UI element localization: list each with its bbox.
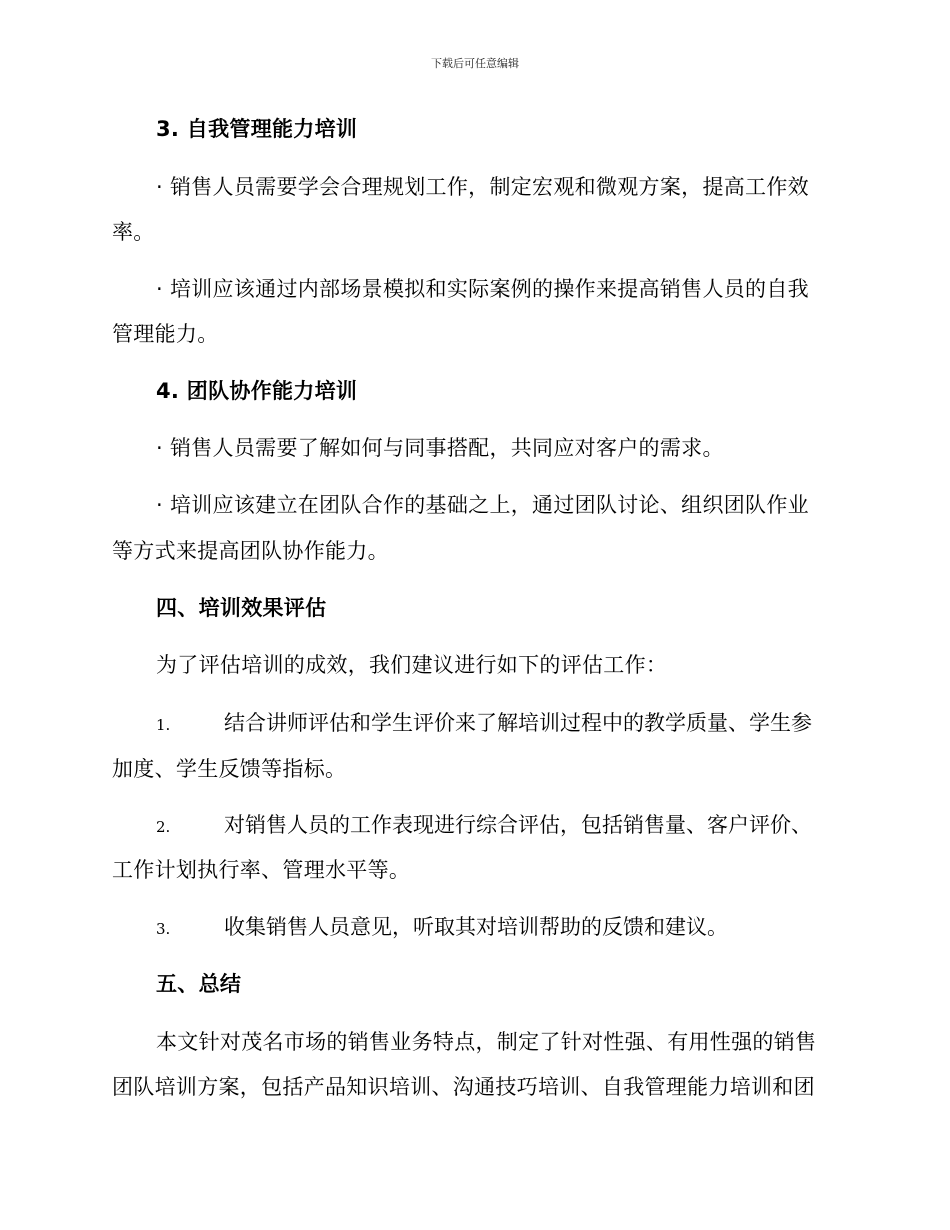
paragraph-line: 等方式来提高团队协作能力。 (112, 539, 389, 563)
item-number: 3. (156, 920, 171, 938)
section-heading-evaluation: 四、培训效果评估 (156, 596, 327, 620)
item-number: 2. (156, 818, 171, 836)
paragraph-line: 率。 (112, 220, 155, 244)
numbered-item (156, 914, 728, 942)
page-header: 下载后可任意编辑 (431, 57, 519, 70)
item-number: 1. (156, 716, 171, 734)
item-text: 收集销售人员意见，听取其对培训帮助的反馈和建议。 (224, 915, 728, 939)
paragraph-line: · 销售人员需要学会合理规划工作，制定宏观和微观方案，提高工作效 (156, 175, 809, 199)
paragraph-line: · 销售人员需要了解如何与同事搭配，共同应对客户的需求。 (156, 436, 724, 460)
numbered-item (156, 710, 812, 738)
item-text: 对销售人员的工作表现进行综合评估，包括销售量、客户评价、 (224, 813, 812, 837)
paragraph-line: 本文针对茂名市场的销售业务特点，制定了针对性强、有用性强的销售 (156, 1030, 817, 1054)
numbered-item (156, 812, 812, 840)
paragraph-line: 团队培训方案，包括产品知识培训、沟通技巧培训、自我管理能力培训和团 (112, 1075, 815, 1099)
paragraph-line: 为了评估培训的成效，我们建议进行如下的评估工作： (156, 653, 668, 677)
section-heading-3: 3. 自我管理能力培训 (156, 117, 358, 141)
item-text: 结合讲师评估和学生评价来了解培训过程中的教学质量、学生参 (224, 711, 812, 735)
paragraph-line: · 培训应该通过内部场景模拟和实际案例的操作来提高销售人员的自我 (156, 277, 809, 301)
paragraph-line: 加度、学生反馈等指标。 (112, 757, 347, 781)
paragraph-line: 管理能力。 (112, 322, 219, 346)
section-heading-summary: 五、总结 (156, 972, 242, 996)
paragraph-line: 工作计划执行率、管理水平等。 (112, 858, 411, 882)
paragraph-line: · 培训应该建立在团队合作的基础之上，通过团队讨论、组织团队作业 (156, 493, 809, 517)
section-heading-4: 4. 团队协作能力培训 (156, 379, 358, 403)
